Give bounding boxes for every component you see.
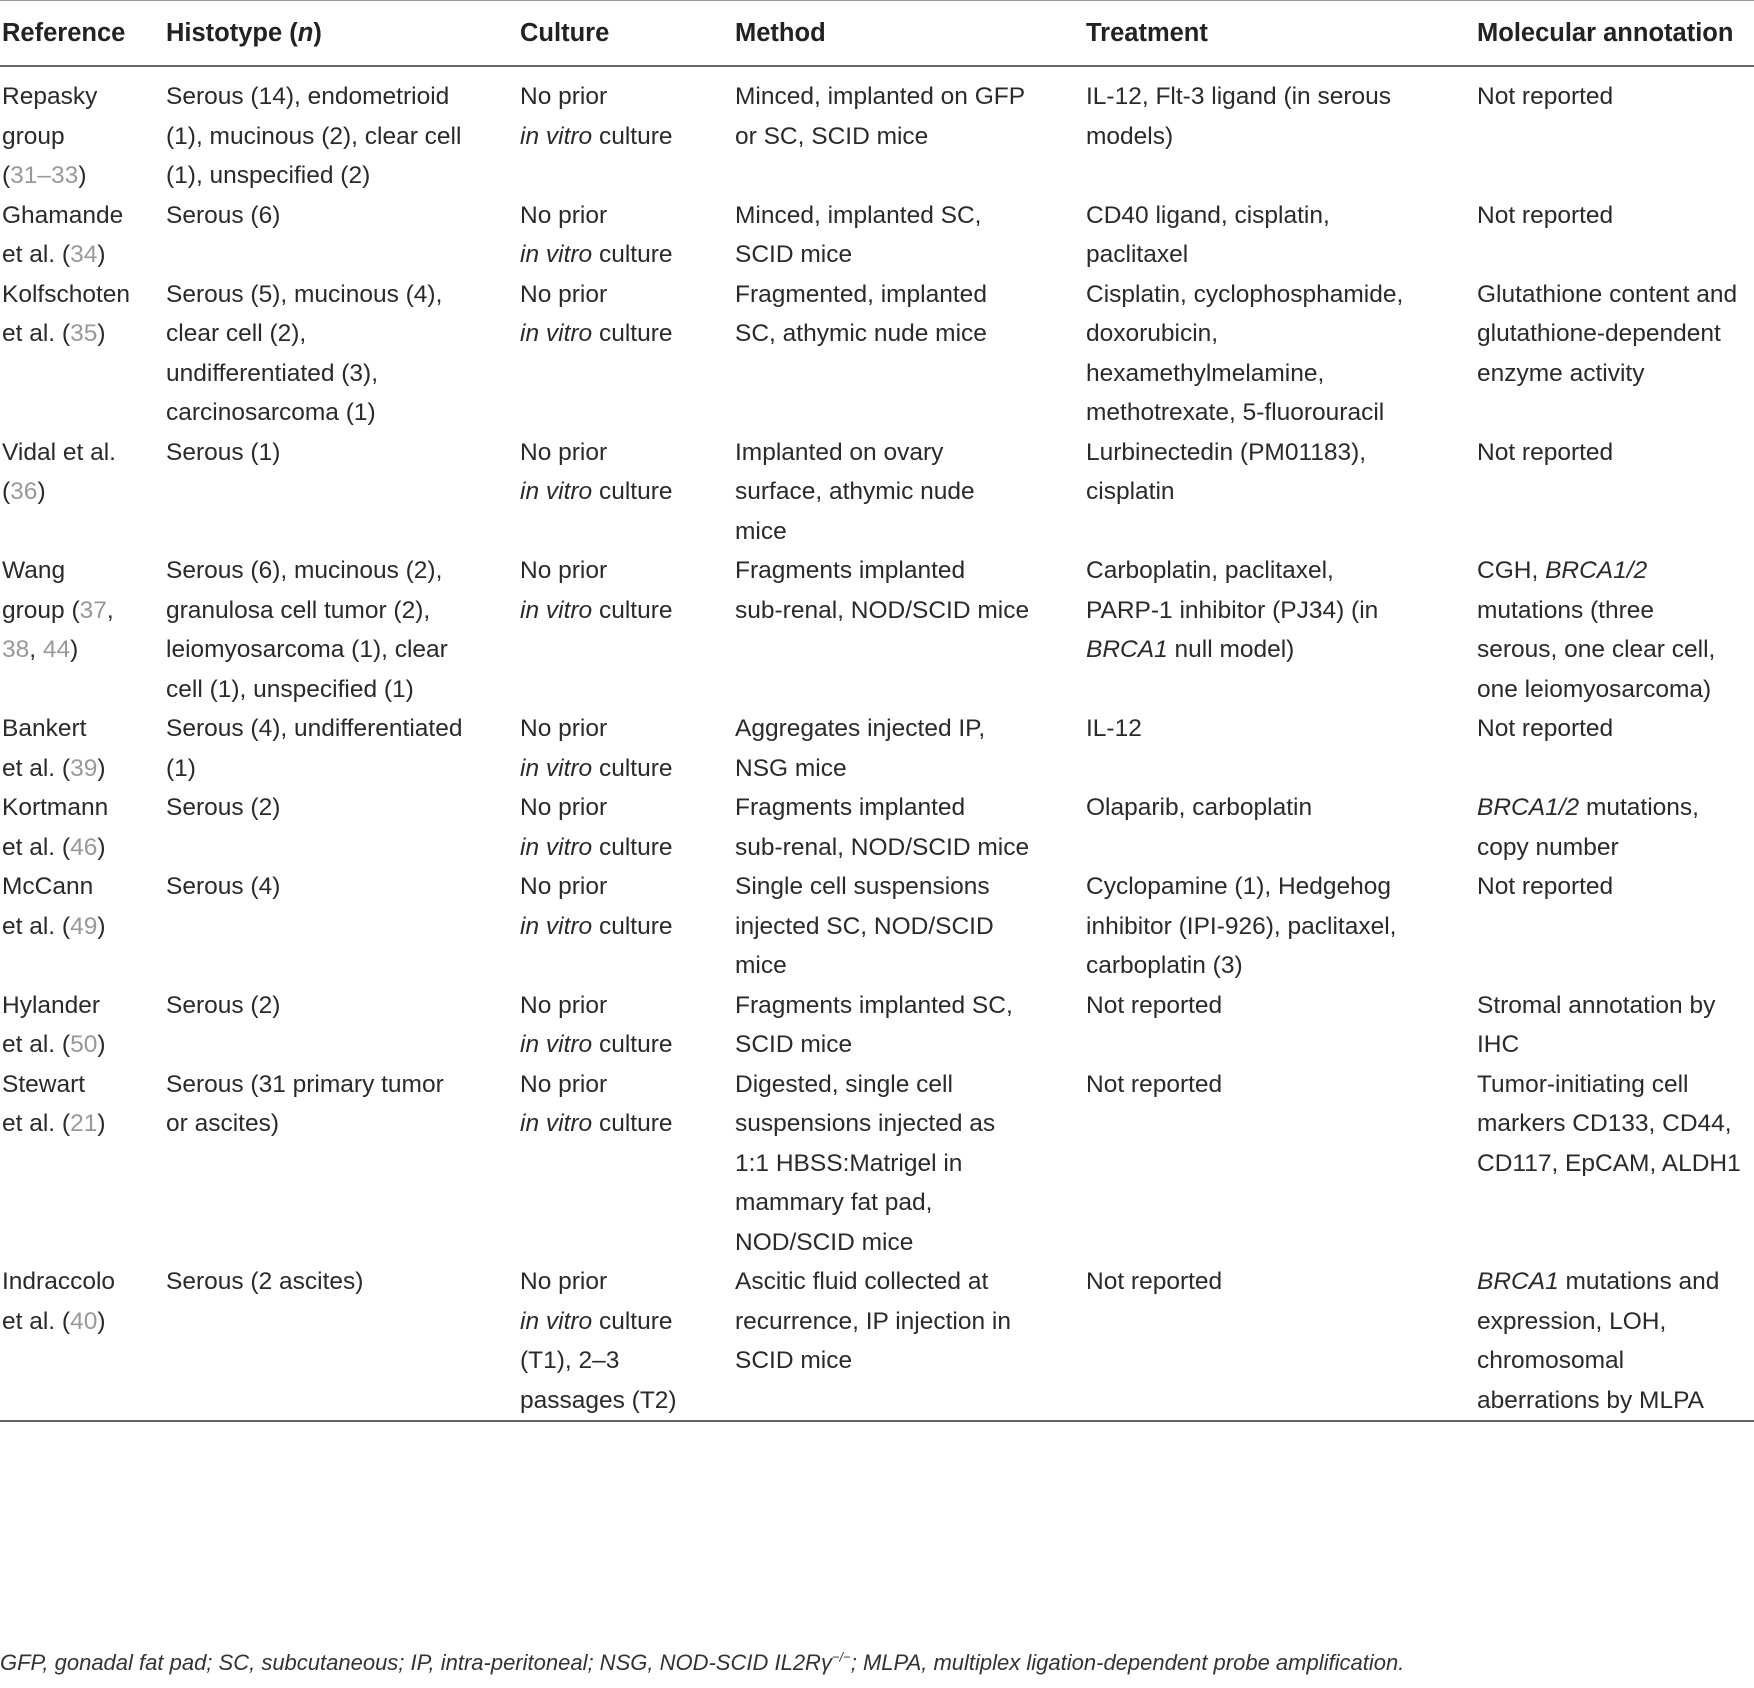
cell-molecular: Not reported [1477,83,1614,110]
citation-link[interactable]: 50 [70,1031,98,1058]
citation-link[interactable]: 40 [70,1307,98,1335]
cell-method: Fragmented, implanted SC, athymic nude mice [735,280,987,347]
cell-molecular: Not reported [1477,201,1614,229]
cell-molecular: BRCA1 mutations and expression, LOH, chromosomal aberrations by MLPA [1477,1268,1720,1414]
cell-histotype: Serous (31 primary tumor or ascites) [166,1070,444,1137]
cell-histotype: Serous (1) [166,438,281,466]
cell-treatment: Not reported [1086,991,1223,1019]
cell-histotype: Serous (2) [166,991,281,1019]
cell-treatment: IL-12 [1086,715,1142,742]
table-row [0,788,1754,867]
cell-reference: Indraccolo et al. (40) [2,1268,116,1335]
table-row [0,867,1754,986]
cell-culture: No prior in vitro culture (T1), 2–3 passages (T2) [520,1268,677,1414]
cell-reference: Vidal et al. (36) [2,438,116,505]
table-row [0,986,1754,1065]
citation-link[interactable]: 35 [70,320,98,347]
cell-histotype: Serous (6), mucinous (2), granulosa cell tumor (2), leiomyosarcoma (1), clear cell (1), unspecified (1) [166,557,448,703]
cell-reference: Kortmann et al. (46) [2,794,109,861]
cell-histotype: Serous (14), endometrioid (1), mucinous (2), clear cell (1), unspecified (2) [166,83,462,189]
citation-link[interactable]: 34 [70,241,98,268]
cell-culture: No prior in vitro culture [520,991,673,1058]
citation-link[interactable]: 39 [70,754,98,782]
cell-method: Fragments implanted SC, SCID mice [735,991,1013,1058]
cell-histotype: Serous (5), mucinous (4), clear cell (2), undifferentiated (3), carcinosarcoma (1) [166,280,443,426]
cell-histotype: Serous (6) [166,201,281,229]
citation-link[interactable]: 36 [10,478,38,505]
citation-link[interactable]: 46 [70,833,98,861]
table-header-row [0,1,1754,67]
cell-molecular: Not reported [1477,715,1614,742]
cell-reference: Repasky group (31–33) [2,83,98,189]
cell-molecular: Not reported [1477,438,1614,466]
cell-treatment: Cyclopamine (1), Hedgehog inhibitor (IPI-926), paclitaxel, carboplatin (3) [1086,873,1397,979]
cell-treatment: Lurbinectedin (PM01183), cisplatin [1086,438,1367,505]
cell-method: Minced, implanted SC, SCID mice [735,201,982,268]
cell-method: Ascitic fluid collected at recurrence, IP injection in SCID mice [735,1268,1011,1374]
cell-method: Single cell suspensions injected SC, NOD/SCID mice [735,873,994,979]
table-row [0,709,1754,788]
cell-molecular: BRCA1/2 mutations, copy number [1477,794,1699,861]
cell-method: Fragments implanted sub-renal, NOD/SCID mice [735,794,1030,861]
table-row [0,551,1754,709]
cell-method: Implanted on ovary surface, athymic nude mice [735,438,975,545]
cell-reference: Kolfschoten et al. (35) [2,280,131,347]
header-culture: Culture [520,18,610,47]
cell-treatment: IL-12, Flt-3 ligand (in serous models) [1086,83,1392,150]
cell-treatment: Not reported [1086,1070,1223,1098]
cell-reference: Bankert et al. (39) [2,715,106,782]
cell-treatment: Carboplatin, paclitaxel, PARP-1 inhibitor (PJ34) (in BRCA1 null model) [1086,557,1379,663]
cell-reference: McCann et al. (49) [2,873,106,940]
cell-method: Digested, single cell suspensions injected as 1:1 HBSS:Matrigel in mammary fat pad, NOD/SCID mice [735,1070,996,1256]
cell-histotype: Serous (4) [166,873,281,900]
table-footnote: GFP, gonadal fat pad; SC, subcutaneous; IP, intra-peritoneal; NSG, NOD-SCID IL2Rγ−/−; MLPA, multiplex ligation-dependent probe amplification. [0,1649,1405,1675]
citation-link[interactable]: 31–33 [10,162,79,189]
table-row [0,1262,1754,1421]
table-row [0,66,1754,196]
cell-reference: Stewart et al. (21) [2,1070,106,1137]
cell-method: Aggregates injected IP, NSG mice [735,715,986,782]
cell-culture: No prior in vitro culture [520,557,673,624]
cell-molecular: Tumor-initiating cell markers CD133, CD44, CD117, EpCAM, ALDH1 [1477,1070,1741,1177]
cell-histotype: Serous (4), undifferentiated (1) [166,715,463,782]
header-histotype: Histotype (n) [166,18,322,47]
cell-reference: Hylander et al. (50) [2,991,106,1058]
cell-reference: Ghamande et al. (34) [2,201,124,268]
header-method: Method [735,18,826,47]
citation-link[interactable]: 37 [79,596,107,624]
cell-culture: No prior in vitro culture [520,1070,673,1137]
cell-culture: No prior in vitro culture [520,280,673,347]
citation-link[interactable]: 38 [2,636,30,663]
table-row [0,196,1754,275]
cell-culture: No prior in vitro culture [520,438,673,505]
cell-histotype: Serous (2) [166,794,281,821]
cell-method: Minced, implanted on GFP or SC, SCID mice [735,83,1026,150]
cell-molecular: Not reported [1477,873,1614,900]
cell-treatment: CD40 ligand, cisplatin, paclitaxel [1086,201,1330,268]
cell-reference: Wang group (37, 38, 44) [2,557,114,663]
cell-method: Fragments implanted sub-renal, NOD/SCID mice [735,557,1030,624]
citation-link[interactable]: 49 [70,912,98,940]
cell-molecular: Stromal annotation by IHC [1477,991,1716,1058]
cell-histotype: Serous (2 ascites) [166,1268,364,1295]
citation-link[interactable]: 21 [70,1110,98,1137]
cell-culture: No prior in vitro culture [520,794,673,861]
cell-culture: No prior in vitro culture [520,83,673,150]
header-molecular-annotation: Molecular annotation [1477,18,1734,47]
cell-culture: No prior in vitro culture [520,873,673,940]
cell-treatment: Olaparib, carboplatin [1086,794,1313,821]
header-reference: Reference [2,18,126,47]
citation-link[interactable]: 44 [42,636,71,663]
cell-molecular: Glutathione content and glutathione-dependent enzyme activity [1477,280,1738,387]
cell-culture: No prior in vitro culture [520,201,673,268]
header-treatment: Treatment [1086,18,1208,47]
cell-treatment: Cisplatin, cyclophosphamide, doxorubicin, hexamethylmelamine, methotrexate, 5-fluorouracil [1086,280,1404,426]
table-row [0,433,1754,552]
table-row [0,1065,1754,1263]
cell-molecular: CGH, BRCA1/2 mutations (three serous, one clear cell, one leiomyosarcoma) [1477,557,1716,703]
cell-culture: No prior in vitro culture [520,715,673,782]
table-row [0,275,1754,433]
cell-treatment: Not reported [1086,1268,1223,1295]
